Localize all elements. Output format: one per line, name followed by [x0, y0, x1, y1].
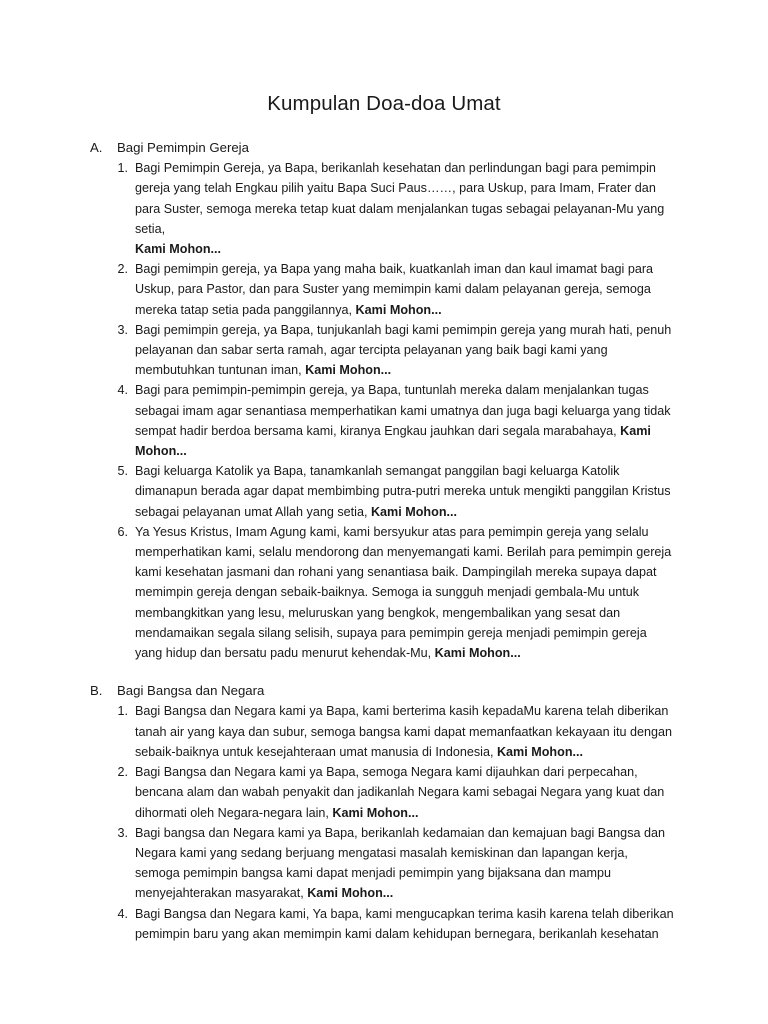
prayer-text: Ya Yesus Kristus, Imam Agung kami, kami bersyukur atas para pemimpin gereja yang selalu memperhatikan kami, selalu mendorong dan menyemangati kami. Berilah para pemimpin gereja kami kesehatan jasmani dan rohani yang senantiasa baik. Dampingilah mereka supaya dapat memimpin gereja dengan sebaik-baiknya. Semoga ia sungguh menjadi gembala-Mu untuk membangkitkan yang lesu, meluruskan yang bengkok, mengembalikan yang sesat dan mendamaikan segala silang selisih, supaya para pemimpin gereja menjadi pemimpin gereja yang hidup dan bersatu padu menurut kehendak-Mu, [135, 524, 672, 661]
item-text-wrap [135, 320, 678, 381]
list-item [90, 701, 678, 762]
item-number: 4. [117, 906, 128, 921]
list-item [90, 380, 678, 461]
item-text-wrap [135, 461, 678, 522]
item-text-wrap [135, 701, 678, 762]
item-text-wrap [135, 259, 678, 320]
section-heading [90, 681, 678, 701]
item-number: 2. [117, 262, 128, 277]
prayer-text: Bagi Bangsa dan Negara kami ya Bapa, kami berterima kasih kepadaMu karena telah diberikan tanah air yang kaya dan subur, semoga bangsa kami dapat memanfaatkan kekayaan itu dengan sebaik-baiknya untuk kesejahteraan umat manusia di Indonesia, [135, 704, 672, 759]
list-item [90, 320, 678, 381]
item-text-wrap [135, 158, 678, 259]
prayer-text: Bagi Bangsa dan Negara kami, Ya bapa, kami mengucapkan terima kasih karena telah diberikan pemimpin baru yang akan memimpin kami dalam kehidupan bernegara, berikanlah kesehatan [135, 906, 674, 941]
closing-response: Kami Mohon... [135, 423, 651, 459]
item-text-wrap [135, 762, 678, 823]
list-item [90, 259, 678, 320]
section-letter: A. [90, 140, 103, 155]
section-pemimpin-gereja [90, 138, 678, 663]
section-letter: B. [90, 683, 103, 699]
closing-response: Kami Mohon... [355, 302, 442, 317]
item-text-wrap [135, 904, 678, 944]
section-title: Bagi Bangsa dan Negara [117, 683, 265, 699]
closing-response: Kami Mohon... [135, 242, 222, 257]
item-number: 1. [117, 161, 128, 176]
closing-response: Kami Mohon... [370, 504, 458, 519]
prayer-text: Bagi para pemimpin-pemimpin gereja, ya Bapa, tuntunlah mereka dalam menjalankan tugas sebagai imam agar senantiasa memperhatikan kami umatnya dan juga bagi keluarga yang tidak sempat hadir berdoa bersama kami, kiranya Engkau jauhkan dari segala marabahaya, [135, 383, 671, 438]
prayer-text: Bagi pemimpin gereja, ya Bapa yang maha baik, kuatkanlah iman dan kaul imamat bagi para Uskup, para Pastor, dan para Suster yang memimpin kami dalam pelayanan gereja, semoga mereka tatap setia pada panggilannya, [135, 262, 654, 317]
section-title: Bagi Pemimpin Gereja [117, 140, 249, 155]
closing-response: Kami Mohon... [332, 805, 419, 820]
document-title: Kumpulan Doa-doa Umat [267, 92, 501, 115]
prayer-text: Bagi Pemimpin Gereja, ya Bapa, berikanlah kesehatan dan perlindungan bagi para pemimpin gereja yang telah Engkau pilih yaitu Bapa Suci Paus……, para Uskup, para Imam, Frater dan para Suster, semoga mereka tetap kuat dalam menjalankan tugas sebagai pelayanan-Mu yang setia, [135, 161, 665, 236]
list-item [90, 823, 678, 904]
section-heading [90, 138, 678, 158]
item-number: 4. [117, 383, 128, 398]
item-number: 3. [117, 322, 128, 337]
closing-response: Kami Mohon... [305, 363, 392, 378]
list-item [90, 904, 678, 944]
item-text-wrap [135, 823, 678, 904]
item-number: 3. [117, 825, 128, 840]
list-item [90, 158, 678, 259]
item-text-wrap [135, 522, 678, 663]
prayer-list [90, 158, 678, 663]
closing-response: Kami Mohon... [307, 886, 394, 901]
list-item [90, 461, 678, 522]
prayer-text: Bagi bangsa dan Negara kami ya Bapa, berikanlah kedamaian dan kemajuan bagi Bangsa dan Negara kami yang sedang berjuang mengatasi masalah kemiskinan dan lapangan kerja, semoga pemimpin bangsa kami dapat menjadi pemimpin yang bijaksana dan mampu menyejahterakan masyarakat, [135, 825, 666, 901]
list-item [90, 522, 678, 663]
closing-response: Kami Mohon... [434, 646, 521, 661]
prayer-list [90, 701, 678, 943]
prayer-text: Bagi keluarga Katolik ya Bapa, tanamkanlah semangat panggilan bagi keluarga Katolik dimanapun berada agar dapat membimbing putra-putri mereka untuk mengikti panggilan Kristus sebagai pelayanan umat Allah yang setia, [135, 464, 671, 519]
prayer-text: Bagi pemimpin gereja, ya Bapa, tunjukanlah bagi kami pemimpin gereja yang murah hati, penuh pelayanan dan sabar serta ramah, agar tercipta pelayanan yang baik bagi kami yang membutuhkan tuntunan iman, [135, 322, 672, 378]
closing-response: Kami Mohon... [496, 744, 584, 759]
section-bangsa-negara [90, 681, 678, 944]
prayer-text: Bagi Bangsa dan Negara kami ya Bapa, semoga Negara kami dijauhkan dari perpecahan, bencana alam dan wabah penyakit dan jadikanlah Negara kami sebagai Negara yang kuat dan dihormati oleh Negara-negara lain, [135, 765, 665, 820]
item-number: 2. [117, 765, 128, 780]
item-number: 1. [117, 704, 128, 719]
item-text-wrap [135, 380, 678, 461]
item-number: 5. [117, 464, 128, 479]
item-number: 6. [117, 524, 128, 539]
list-item [90, 762, 678, 823]
